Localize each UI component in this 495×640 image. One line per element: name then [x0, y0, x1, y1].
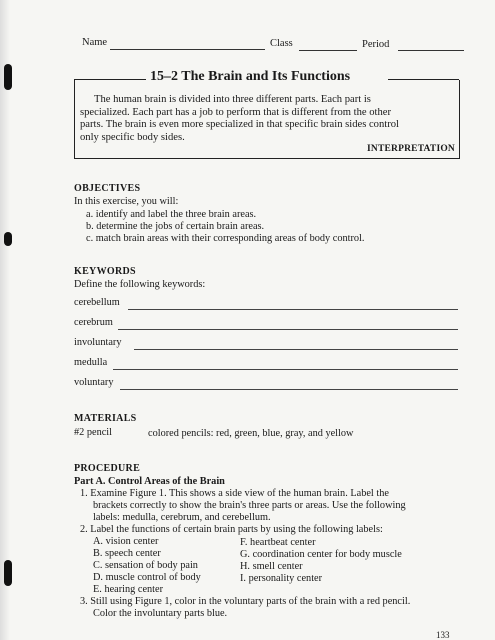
label-option: I. personality center	[240, 573, 323, 584]
page-title: 15–2 The Brain and Its Functions	[150, 69, 351, 84]
label-option: B. speech center	[93, 548, 161, 559]
material-item: #2 pencil	[74, 427, 113, 438]
binding-edge	[0, 0, 10, 640]
procedure-step: 1. Examine Figure 1. This shows a side view of the human brain. Label the	[80, 488, 389, 499]
material-item: colored pencils: red, green, blue, gray, and yellow	[148, 428, 354, 439]
intro-line: parts. The brain is even more specialized in that specific brain sides control	[80, 119, 399, 130]
label-option: C. sensation of body pain	[93, 560, 198, 571]
procedure-step: brackets correctly to show the brain's three parts or areas. Use the following	[93, 500, 406, 511]
intro-line: specialized. Each part has a job to perform that is different from the other	[80, 106, 392, 118]
label-option: H. smell center	[240, 561, 303, 572]
keyword-answer-line[interactable]	[128, 309, 458, 310]
punch-hole	[4, 64, 12, 90]
keyword-answer-line[interactable]	[134, 349, 458, 350]
keywords-heading: KEYWORDS	[74, 266, 136, 277]
label-option: F. heartbeat center	[240, 537, 316, 548]
objective-item: a. identify and label the three brain areas.	[86, 209, 257, 220]
procedure-step: Color the involuntary parts blue.	[93, 608, 228, 619]
keywords-intro: Define the following keywords:	[74, 279, 206, 290]
class-label: Class	[270, 38, 293, 49]
keyword-cerebellum: cerebellum	[74, 297, 120, 308]
keyword-medulla: medulla	[74, 357, 108, 368]
label-option: D. muscle control of body	[93, 572, 201, 583]
procedure-heading: PROCEDURE	[74, 463, 141, 474]
keyword-cerebrum: cerebrum	[74, 317, 113, 328]
label-option: A. vision center	[93, 536, 159, 547]
period-field-line[interactable]	[398, 50, 464, 51]
objectives-intro: In this exercise, you will:	[74, 196, 179, 207]
period-label: Period	[362, 39, 390, 50]
procedure-step: 3. Still using Figure 1, color in the voluntary parts of the brain with a red pencil.	[80, 596, 411, 607]
keyword-answer-line[interactable]	[113, 369, 458, 370]
objectives-heading: OBJECTIVES	[74, 183, 141, 194]
procedure-step: labels: medulla, cerebrum, and cerebellum.	[93, 512, 271, 523]
punch-hole	[4, 232, 12, 246]
objective-item: c. match brain areas with their corresponding areas of body control.	[86, 233, 365, 244]
class-field-line[interactable]	[299, 50, 357, 51]
keyword-answer-line[interactable]	[118, 329, 458, 330]
punch-hole	[4, 560, 12, 586]
objective-item: b. determine the jobs of certain brain areas.	[86, 221, 265, 232]
label-option: G. coordination center for body muscle	[240, 549, 402, 560]
materials-heading: MATERIALS	[74, 413, 137, 424]
intro-line: only specific body sides.	[80, 131, 185, 143]
name-field-line[interactable]	[110, 49, 265, 50]
keyword-answer-line[interactable]	[120, 389, 458, 390]
keyword-voluntary: voluntary	[74, 377, 114, 388]
name-label: Name	[82, 37, 108, 48]
keyword-involuntary: involuntary	[74, 337, 122, 348]
interpretation-label: INTERPRETATION	[367, 144, 455, 154]
intro-line: The human brain is divided into three different parts. Each part is	[94, 94, 371, 105]
intro-text	[80, 94, 456, 144]
part-a-heading: Part A. Control Areas of the Brain	[74, 476, 225, 487]
page-number: 133	[436, 630, 450, 640]
procedure-step: 2. Label the functions of certain brain parts by using the following labels:	[80, 524, 383, 535]
label-option: E. hearing center	[93, 584, 164, 595]
